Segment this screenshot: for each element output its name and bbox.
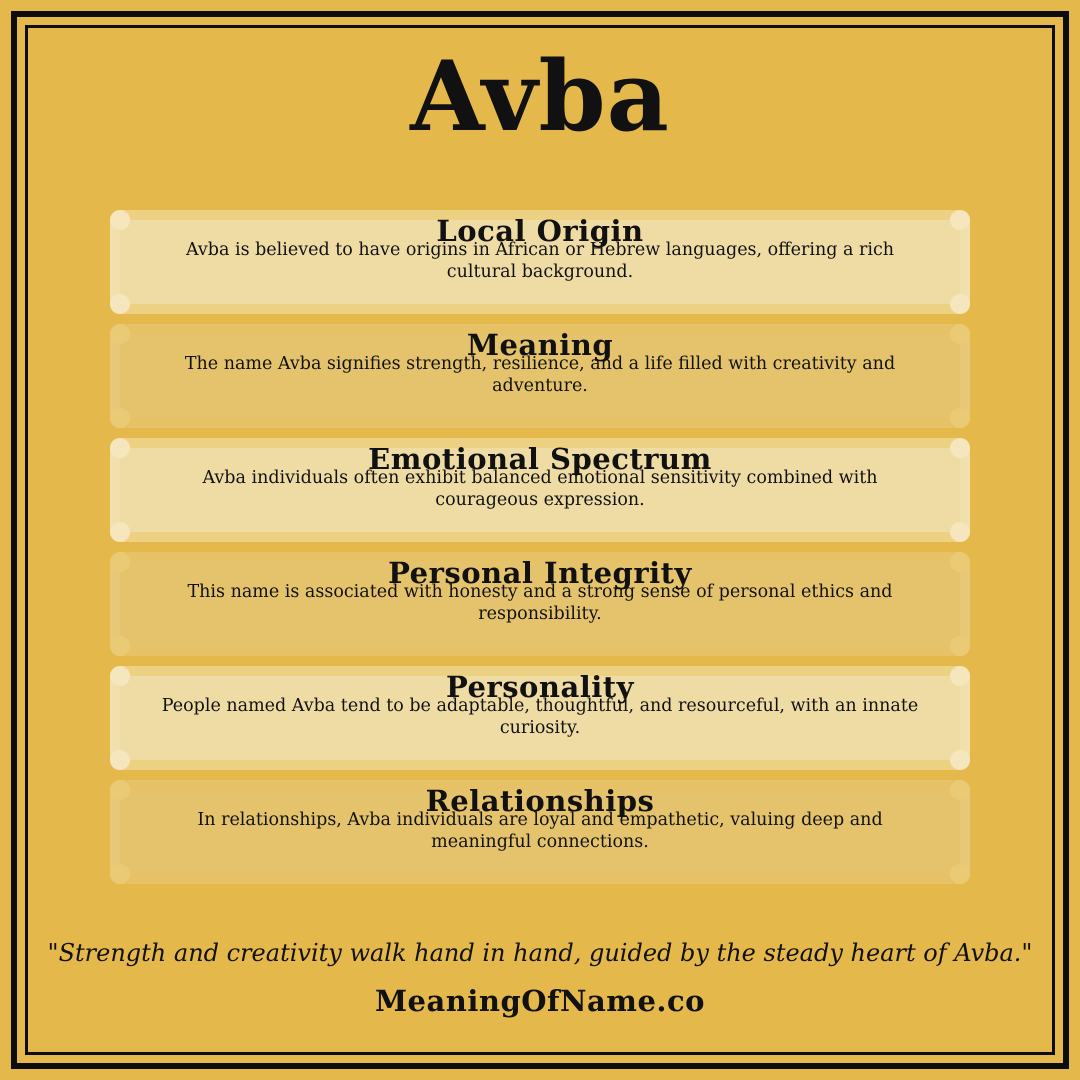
corner-dot-icon [110, 408, 130, 428]
card-heading: Personal Integrity [388, 556, 692, 590]
card-personal-integrity [110, 552, 970, 656]
card-meaning [110, 324, 970, 428]
card-relationships [110, 780, 970, 884]
card-heading: Relationships [425, 784, 655, 818]
corner-dot-icon [950, 294, 970, 314]
corner-dot-icon [110, 864, 130, 884]
corner-dot-icon [110, 636, 130, 656]
card-text: In relationships, Avba individuals are loyal and empathetic, valuing deep and meaningful connections. [197, 810, 883, 852]
corner-dot-icon [110, 522, 130, 542]
corner-dot-icon [950, 864, 970, 884]
card-text: Avba is believed to have origins in African or Hebrew languages, offering a rich cultural background. [185, 240, 895, 282]
corner-dot-icon [950, 636, 970, 656]
card-text: The name Avba signifies strength, resilience, and a life filled with creativity and adventure. [184, 354, 896, 396]
card-text: Avba individuals often exhibit balanced emotional sensitivity combined with courageous expression. [202, 468, 878, 510]
corner-dot-icon [950, 750, 970, 770]
card-heading: Personality [445, 670, 635, 704]
card-heading: Meaning [466, 328, 614, 362]
card-heading: Emotional Spectrum [368, 442, 712, 476]
card-text: People named Avba tend to be adaptable, thoughtful, and resourceful, with an innate curiosity. [161, 696, 919, 738]
corner-dot-icon [110, 294, 130, 314]
corner-dot-icon [110, 750, 130, 770]
card-text: This name is associated with honesty and a strong sense of personal ethics and responsibility. [187, 582, 893, 624]
corner-dot-icon [950, 408, 970, 428]
card-emotional-spectrum [110, 438, 970, 542]
card-personality [110, 666, 970, 770]
card-local-origin [110, 210, 970, 314]
card-heading: Local Origin [436, 214, 644, 248]
quote-text: "Strength and creativity walk hand in hand, guided by the steady heart of Avba." [47, 939, 1033, 967]
corner-dot-icon [950, 522, 970, 542]
name-title: Avba [410, 40, 670, 153]
site-brand: MeaningOfName.co [374, 984, 706, 1018]
